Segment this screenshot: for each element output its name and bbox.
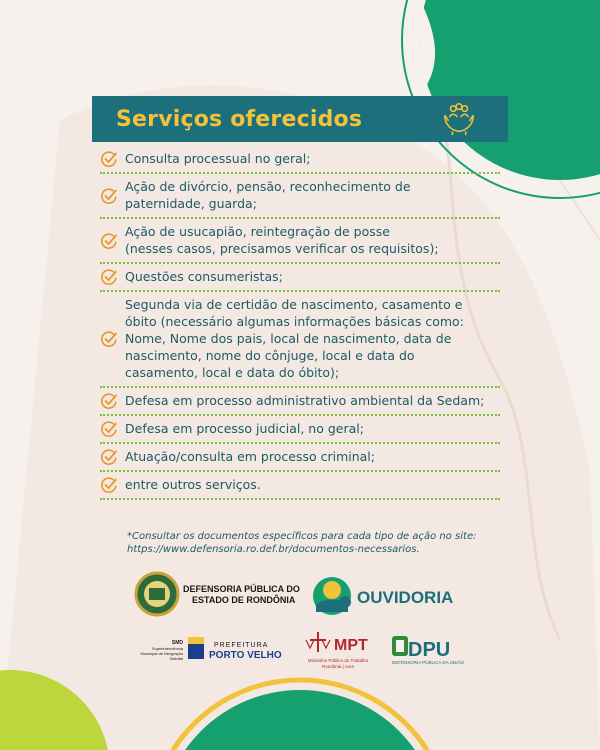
service-text: Defesa em processo administrativo ambiental da Sedam; [125,393,485,408]
page-title: Serviços oferecidos [116,106,363,132]
prefeitura-line2: PORTO VELHO [209,650,282,661]
service-text: Ação de usucapião, reintegração de posse (nesses casos, precisamos verificar os requisitos); [125,224,439,256]
service-text: Consulta processual no geral; [125,151,311,166]
service-text: Segunda via de certidão de nascimento, casamento e óbito (necessário algumas informações básicas como: Nome, Nome dos pais, local de nascimento, data de nascimento, nome do cônjuge, local e data do casamento, local e data do óbito); [125,297,464,380]
service-text: Atuação/consulta em processo criminal; [125,449,375,464]
smd-line1: Superintendência [151,646,183,651]
smd-line3: Distrital [169,656,183,661]
mpt-line1: Ministério Público do Trabalho [307,658,369,663]
ouvidoria-label: OUVIDORIA [357,588,454,607]
service-text: Defesa em processo judicial, no geral; [125,421,364,436]
mpt-line2: Rondônia | Acre [322,664,354,669]
service-text: entre outros serviços. [125,477,261,492]
smd-abbr: SMD [171,640,183,646]
prefeitura-line1: PREFEITURA [214,642,269,649]
dpu-sub: DEFENSORIA PÚBLICA DA UNIÃO [392,660,465,665]
dpu-label: DPU [408,639,451,661]
mpt-scales-icon [306,632,330,652]
mpt-label: MPT [334,637,368,654]
service-text: Questões consumeristas; [125,269,283,284]
smd-line2: Municipal de Integração [140,651,183,656]
dpu-emblem-icon [392,636,408,656]
ouvidoria-icon [313,577,351,615]
defensoria-line1: DEFENSORIA PÚBLICA DO [183,584,300,594]
footnote-link[interactable]: https://www.defensoria.ro.def.br/documentos-necessarios. [127,544,420,555]
defensoria-emblem-icon [136,573,178,615]
service-text: Ação de divórcio, pensão, reconhecimento de paternidade, guarda; [125,179,411,211]
prefeitura-flag-icon [188,637,204,659]
footnote-text: *Consultar os documentos específicos para cada tipo de ação no site: [127,531,477,542]
defensoria-line2: ESTADO DE RONDÔNIA [192,595,296,605]
